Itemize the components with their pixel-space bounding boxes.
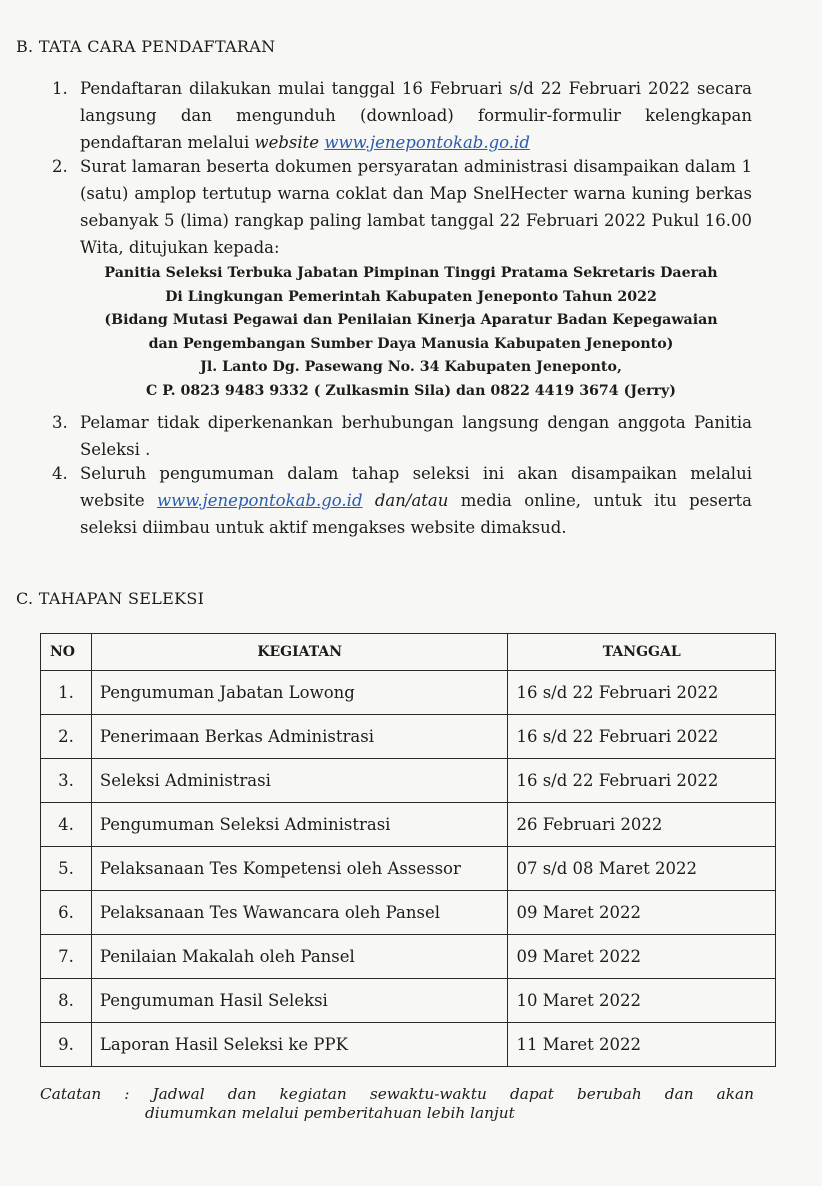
- item-2-number: 2.: [52, 157, 68, 176]
- table-row: [41, 1023, 776, 1067]
- row-kegiatan: Pengumuman Hasil Seleksi: [91, 979, 508, 1023]
- item-2-text: Surat lamaran beserta dokumen persyaratan administrasi disampaikan dalam 1 (satu) amplop tertutup warna coklat dan Map SnelHecter warna kuning berkas sebanyak 5 (lima) rangkap paling lambat tanggal 22 Februari 2022 Pukul 16.00 Wita, ditujukan kepada:: [80, 157, 752, 257]
- table-row: [41, 671, 776, 715]
- row-kegiatan: Seleksi Administrasi: [91, 759, 508, 803]
- row-kegiatan: Laporan Hasil Seleksi ke PPK: [91, 1023, 508, 1067]
- table-row: [41, 759, 776, 803]
- address-line-6: C P. 0823 9483 9332 ( Zulkasmin Sila) dan 0822 4419 3674 (Jerry): [146, 382, 676, 399]
- address-line-5: Jl. Lanto Dg. Pasewang No. 34 Kabupaten Jeneponto,: [200, 359, 622, 375]
- row-number: 3.: [41, 759, 92, 803]
- row-number: 4.: [41, 803, 92, 847]
- row-number: 7.: [41, 935, 92, 979]
- row-kegiatan: Penerimaan Berkas Administrasi: [91, 715, 508, 759]
- row-tanggal: 09 Maret 2022: [508, 891, 776, 935]
- item-3-text: Pelamar tidak diperkenankan berhubungan langsung dengan anggota Panitia Seleksi .: [80, 413, 752, 459]
- row-kegiatan: Penilaian Makalah oleh Pansel: [91, 935, 508, 979]
- item-4-website-link[interactable]: www.jenepontokab.go.id: [156, 491, 363, 510]
- row-tanggal: 07 s/d 08 Maret 2022: [508, 847, 776, 891]
- table-row: [41, 803, 776, 847]
- note-line-1: Catatan : Jadwal dan kegiatan sewaktu-waktu dapat berubah dan akan: [40, 1085, 754, 1103]
- item-4-danatau: dan/atau: [374, 491, 449, 510]
- item-1-text: [80, 75, 752, 156]
- table-row: [41, 979, 776, 1023]
- table-row: [41, 847, 776, 891]
- item-4-body-after: media online, untuk itu peserta seleksi diimbau untuk aktif mengakses website dimaksud.: [80, 491, 752, 537]
- item-1-body: Pendaftaran dilakukan mulai tanggal 16 Februari s/d 22 Februari 2022 secara langsung dan mengunduh (download) formulir-formulir kelengkapan pendaftaran melalui: [80, 79, 752, 152]
- section-c-heading: C. TAHAPAN SELEKSI: [16, 589, 205, 608]
- row-tanggal: 10 Maret 2022: [508, 979, 776, 1023]
- section-b-heading: B. TATA CARA PENDAFTARAN: [16, 37, 276, 56]
- row-number: 5.: [41, 847, 92, 891]
- table-row: [41, 935, 776, 979]
- address-block: [40, 262, 782, 403]
- address-line-4: dan Pengembangan Sumber Daya Manusia Kabupaten Jeneponto): [148, 335, 674, 352]
- row-kegiatan: Pelaksanaan Tes Kompetensi oleh Assessor: [91, 847, 508, 891]
- row-number: 2.: [41, 715, 92, 759]
- row-tanggal: 09 Maret 2022: [508, 935, 776, 979]
- row-tanggal: 16 s/d 22 Februari 2022: [508, 671, 776, 715]
- table-header-row: [41, 634, 776, 671]
- row-number: 8.: [41, 979, 92, 1023]
- item-1-website-word: website: [254, 133, 320, 152]
- table-row: [41, 715, 776, 759]
- header-no: NO: [41, 634, 92, 671]
- row-number: 1.: [41, 671, 92, 715]
- address-line-3: (Bidang Mutasi Pegawai dan Penilaian Kinerja Aparatur Badan Kepegawaian: [104, 312, 718, 328]
- item-1-website-link[interactable]: www.jenepontokab.go.id: [324, 133, 530, 152]
- table-body: [41, 671, 776, 1067]
- item-1-number: 1.: [52, 79, 68, 98]
- row-tanggal: 26 Februari 2022: [508, 803, 776, 847]
- table-row: [41, 891, 776, 935]
- address-line-1: Panitia Seleksi Terbuka Jabatan Pimpinan Tinggi Pratama Sekretaris Daerah: [104, 265, 718, 281]
- row-kegiatan: Pelaksanaan Tes Wawancara oleh Pansel: [91, 891, 508, 935]
- row-number: 9.: [41, 1023, 92, 1067]
- schedule-table: [40, 633, 776, 1067]
- item-4-body-before: Seluruh pengumuman dalam tahap seleksi ini akan disampaikan melalui website: [80, 464, 752, 510]
- item-4-text: [80, 460, 752, 541]
- item-3-number: 3.: [52, 413, 68, 432]
- header-tanggal: TANGGAL: [508, 634, 776, 671]
- header-kegiatan: KEGIATAN: [91, 634, 508, 671]
- row-tanggal: 16 s/d 22 Februari 2022: [508, 759, 776, 803]
- item-4-number: 4.: [52, 464, 68, 483]
- row-number: 6.: [41, 891, 92, 935]
- address-line-2: Di Lingkungan Pemerintah Kabupaten Jeneponto Tahun 2022: [165, 288, 657, 305]
- row-kegiatan: Pengumuman Jabatan Lowong: [91, 671, 508, 715]
- note-line-2: diumumkan melalui pemberitahuan lebih lanjut: [145, 1104, 515, 1122]
- row-kegiatan: Pengumuman Seleksi Administrasi: [91, 803, 508, 847]
- row-tanggal: 11 Maret 2022: [508, 1023, 776, 1067]
- row-tanggal: 16 s/d 22 Februari 2022: [508, 715, 776, 759]
